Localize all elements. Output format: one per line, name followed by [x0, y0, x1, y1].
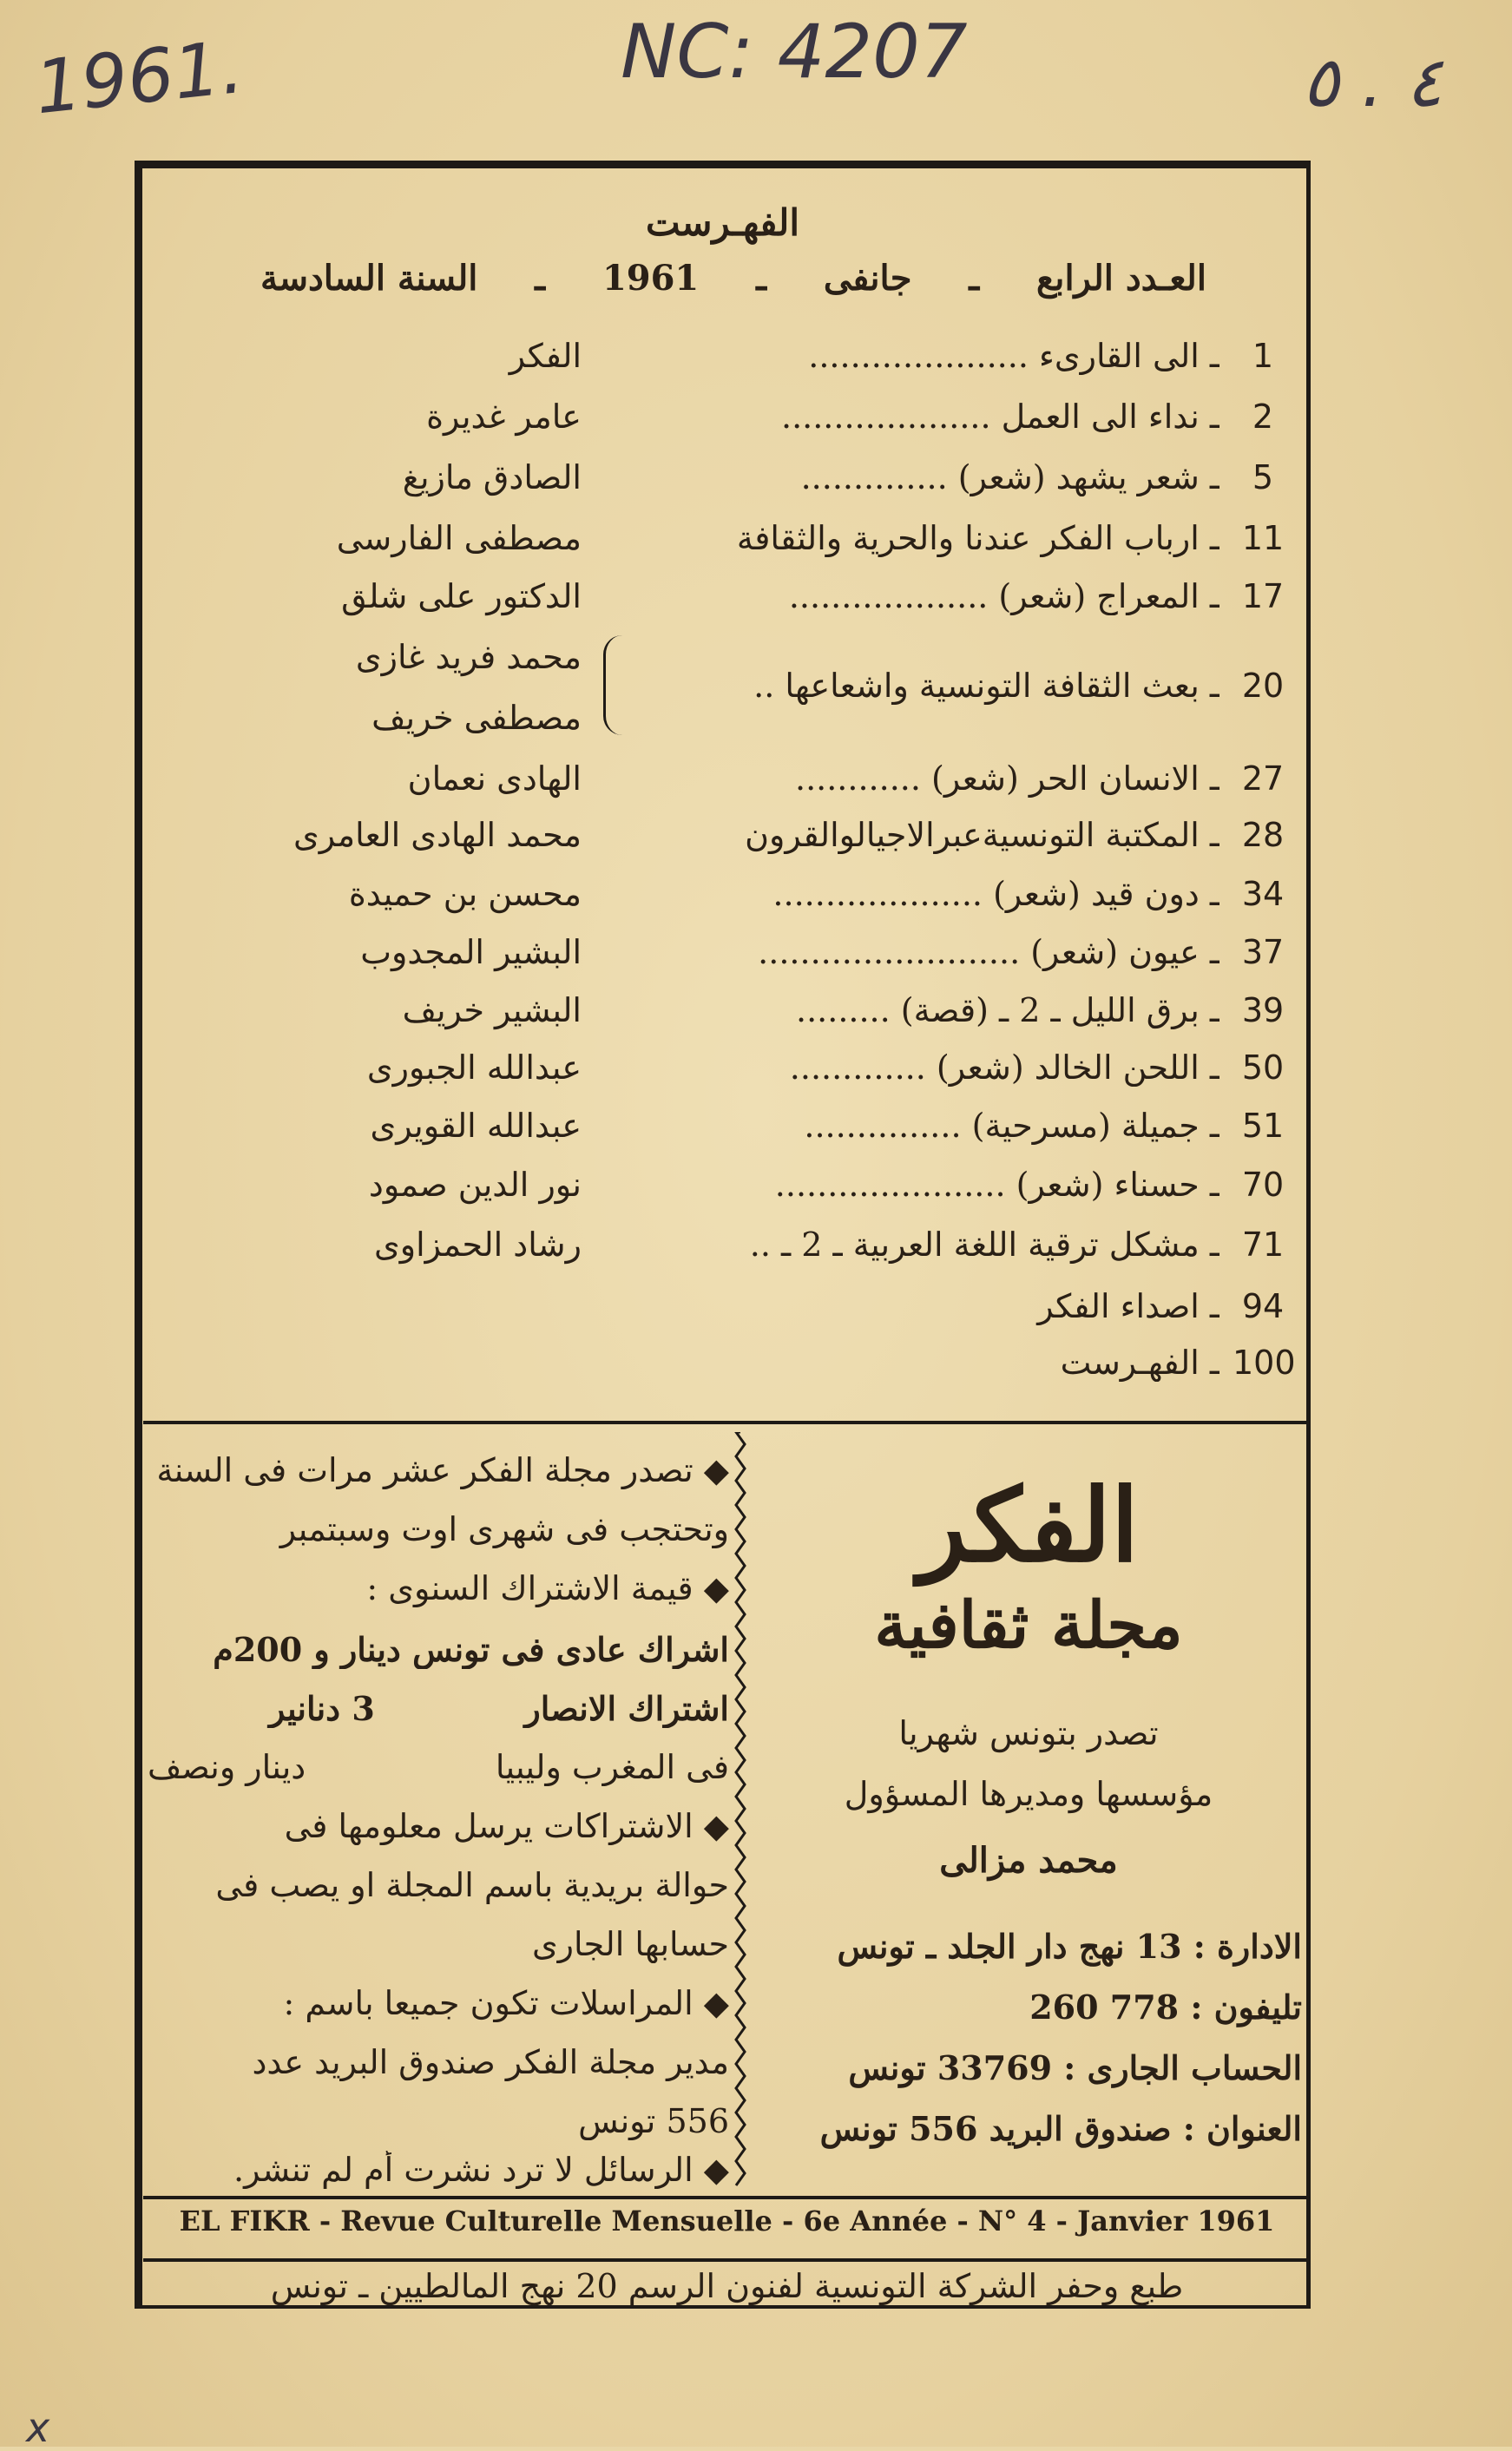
toc-page: 39 [1241, 991, 1285, 1029]
toc-issue-line [260, 258, 1206, 299]
divider-printer [143, 2258, 1311, 2262]
note-line: ◆ المراسلات تكون جميعا باسم : [283, 1984, 729, 2022]
masthead [755, 1441, 1302, 2187]
toc-page: 100 [1233, 1344, 1296, 1382]
toc-page: 11 [1241, 519, 1285, 557]
handwritten-year: 1961. [30, 23, 247, 131]
toc-entry-author: الهادى نعمان [407, 759, 582, 798]
toc-entry-author: عبدالله القويرى [370, 1107, 582, 1145]
toc-row [165, 1344, 1296, 1396]
toc-page: 50 [1241, 1048, 1285, 1087]
author-group-brace [603, 635, 630, 735]
toc-entry-author: البشير المجدوب [360, 933, 582, 971]
handwritten-catalog-number: NC: 4207 [621, 9, 968, 95]
toc-page: 27 [1241, 759, 1285, 798]
postal-address: العنوان : صندوق البريد 556 تونس [819, 2109, 1302, 2148]
toc-row [165, 577, 1293, 629]
toc-row [165, 519, 1293, 571]
note-value: دينار ونصف [148, 1748, 306, 1786]
toc-row [165, 991, 1293, 1043]
founder-label: مؤسسها ومديرها المسؤول [844, 1775, 1213, 1813]
toc-entry-author: رشاد الحمزاوى [373, 1226, 582, 1264]
toc-entry-author-2: مصطفى خريف [371, 699, 582, 737]
issue-year: 1961 [602, 258, 700, 299]
toc-entry-title: ـ شعر يشهد (شعر) .............. [800, 458, 1219, 496]
toc-page: 20 [1241, 667, 1285, 705]
toc-entry-title: ـ برق الليل ـ 2 ـ (قصة) ......... [796, 991, 1219, 1029]
note-value: 3 دنانير [269, 1689, 375, 1728]
note-line: حوالة بريدية باسم المجلة او يصب فى [215, 1866, 729, 1904]
note-line [148, 1689, 729, 1728]
toc-page: 71 [1241, 1226, 1285, 1264]
toc-row [165, 1107, 1293, 1159]
toc-page: 5 [1252, 458, 1274, 496]
note-line: اشراك عادى فى تونس دينار و 200م [213, 1630, 729, 1669]
toc-page: 70 [1241, 1166, 1285, 1204]
toc-entry-title: ـ اصداء الفكر [1037, 1287, 1219, 1325]
masthead-subtitle: مجلة ثقافية [874, 1588, 1183, 1663]
note-line: ◆ قيمة الاشتراك السنوى : [366, 1569, 729, 1607]
toc-entry-title: ـ مشكل ترقية اللغة العربية ـ 2 ـ .. [749, 1226, 1219, 1264]
toc-row [165, 875, 1293, 927]
issue-month: جانفى [823, 258, 912, 299]
administration-address: الادارة : 13 نهج دار الجلد ـ تونس [837, 1927, 1302, 1966]
note-line: ◆ الاشتراكات يرسل معلومها فى [284, 1807, 729, 1845]
note-line: وتحتجب فى شهرى اوت وسبتمبر [279, 1510, 729, 1548]
toc-row [165, 1048, 1293, 1101]
toc-entry-author: محمد فريد غازى [355, 638, 582, 676]
toc-entry-title: ـ الانسان الحر (شعر) ............ [794, 759, 1219, 798]
toc-page: 37 [1241, 933, 1285, 971]
toc-row [165, 759, 1293, 812]
divider-footer [143, 2196, 1311, 2199]
handwritten-reference: ٤ . ٥ [1302, 42, 1443, 122]
toc-entry-title: ـ بعث الثقافة التونسية واشعاعها .. [753, 667, 1219, 705]
issue-sep: ـ [969, 258, 980, 299]
note-line: 556 تونس [578, 2102, 729, 2140]
note-label: اشتراك الانصار [524, 1689, 729, 1728]
toc-page: 51 [1241, 1107, 1285, 1145]
toc-entry-title: ـ نداء الى العمل .................... [780, 398, 1219, 436]
toc-entry-author: مصطفى الفارسى [336, 519, 582, 557]
toc-row [165, 398, 1293, 450]
toc-entry-author: عامر غديرة [426, 398, 582, 436]
note-line: حسابها الجارى [531, 1925, 729, 1963]
toc-entry-author: الصادق مازيغ [402, 458, 582, 496]
publication-frequency: تصدر بتونس شهريا [898, 1714, 1159, 1752]
toc-title: الفهـرست [646, 201, 799, 244]
toc-row [165, 1226, 1293, 1278]
toc-page: 94 [1241, 1287, 1285, 1325]
masthead-logo: الفكر [917, 1467, 1140, 1585]
toc-page: 17 [1241, 577, 1285, 615]
toc-entry-title: ـ اللحن الخالد (شعر) ............. [789, 1048, 1219, 1087]
divider-toc [143, 1421, 1311, 1424]
note-label: فى المغرب وليبيا [495, 1748, 729, 1786]
toc-page: 34 [1241, 875, 1285, 913]
toc-row [165, 816, 1293, 868]
toc-entry-author: عبدالله الجبورى [366, 1048, 582, 1087]
toc-row [165, 1287, 1293, 1339]
toc-entry-title: ـ المعراج (شعر) ................... [788, 577, 1219, 615]
subscription-notes [148, 1441, 729, 2187]
phone-number: تليفون : 778 260 [1029, 1988, 1302, 2027]
toc-page: 28 [1241, 816, 1285, 854]
toc-entry-author: الدكتور على شلق [341, 577, 582, 615]
toc-entry-title: ـ المكتبة التونسيةعبرالاجيالوالقرون [745, 816, 1219, 854]
issue-sep: ـ [535, 258, 546, 299]
french-footer: EL FIKR - Revue Culturelle Mensuelle - 6e Année - N° 4 - Janvier 1961 [179, 2205, 1275, 2237]
toc-entry-title: ـ جميلة (مسرحية) ............... [804, 1107, 1219, 1145]
zigzag-divider [729, 1432, 752, 2196]
toc-entry-author: الفكر [509, 337, 582, 375]
handwritten-corner-mark: x [26, 2404, 50, 2451]
director-name: محمد مزالى [939, 1840, 1118, 1881]
toc-entry-title: ـ الفهـرست [1060, 1344, 1219, 1382]
toc-entry-title: ـ الى القارىء ..................... [808, 337, 1219, 375]
current-account: الحساب الجارى : 33769 تونس [848, 2048, 1302, 2087]
note-line: ◆ تصدر مجلة الفكر عشر مرات فى السنة [156, 1451, 729, 1489]
toc-row [165, 458, 1293, 510]
toc-page: 1 [1252, 337, 1274, 375]
issue-sep: ـ [756, 258, 766, 299]
toc-row [165, 634, 1293, 746]
printer-credit: طبع وحفر الشركة التونسية لفنون الرسم 20 نهج المالطيين ـ تونس [270, 2267, 1184, 2305]
issue-number: العـدد الرابع [1036, 258, 1206, 299]
toc-entry-author: محمد الهادى العامرى [293, 816, 582, 854]
toc-entry-title: ـ ارباب الفكر عندنا والحرية والثقافة [736, 519, 1219, 557]
toc-row [165, 933, 1293, 985]
toc-page: 2 [1252, 398, 1274, 436]
toc-entry-title: ـ دون قيد (شعر) .................... [772, 875, 1219, 913]
toc-entry-title: ـ حسناء (شعر) ...................... [774, 1166, 1219, 1204]
note-line: ◆ الرسائل لا ترد نشرت أم لم تنشر. [233, 2151, 729, 2189]
note-line [148, 1748, 729, 1786]
toc-entry-author: محسن بن حميدة [348, 875, 582, 913]
toc-entry-author: نور الدين صمود [368, 1166, 582, 1204]
issue-volume: السنة السادسة [260, 258, 478, 299]
toc-entry-title: ـ عيون (شعر) ......................... [758, 933, 1219, 971]
toc-row [165, 1166, 1293, 1218]
toc-row [165, 337, 1293, 389]
toc-entry-author: البشير خريف [402, 991, 582, 1029]
note-line: مدير مجلة الفكر صندوق البريد عدد [252, 2043, 729, 2081]
